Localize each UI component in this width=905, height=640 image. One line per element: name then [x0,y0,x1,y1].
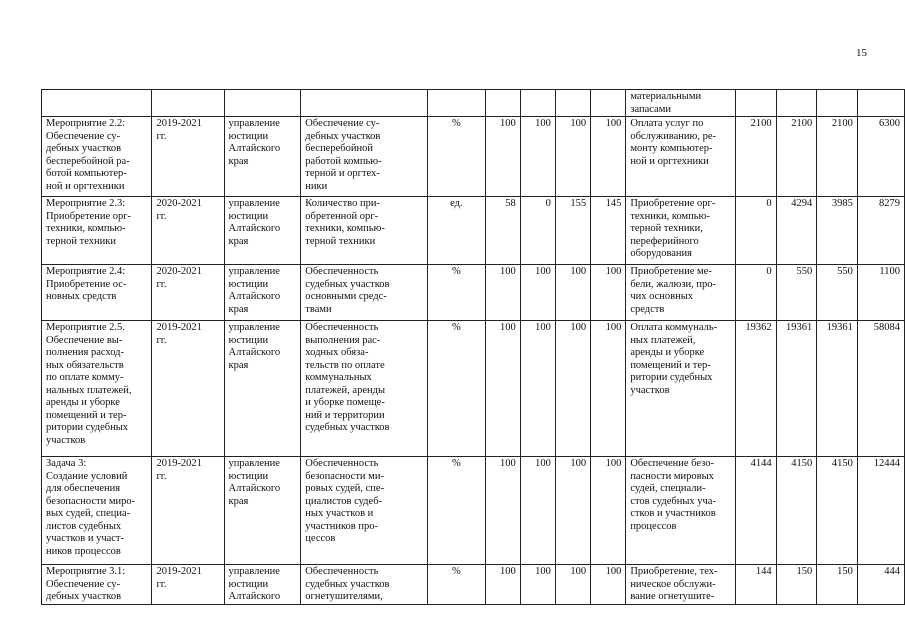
unit-cell [428,321,485,457]
funding-2020-cell-text: 4294 [791,198,813,209]
period-cell [152,321,224,457]
indicator-value-2021 [591,565,626,605]
indicator-value-2021-text: 100 [605,322,622,333]
funding-2021-cell [817,117,858,197]
period-cell [152,90,224,117]
indicator-value-2018 [485,265,520,321]
funding-2021-cell [817,457,858,565]
executor-cell [224,457,301,565]
period-cell [152,197,224,265]
indicator-value-2019 [520,90,555,117]
indicator-value-2021-text: 100 [605,266,622,277]
indicator-value-2020-text: 100 [570,322,587,333]
period-cell [152,265,224,321]
indicator-value-2018 [485,197,520,265]
indicator-value-2021 [591,265,626,321]
indicator-value-2021 [591,457,626,565]
indicator-value-2021-text: 100 [605,566,622,577]
indicator-cell [301,565,428,605]
funding-2019-cell [736,565,777,605]
indicator-value-2021 [591,90,626,117]
measure-cell [42,265,152,321]
funding-2019-cell [736,321,777,457]
funding-total-cell [857,457,904,565]
funding-2021-cell [817,197,858,265]
measure-cell [42,117,152,197]
indicator-value-2018-text: 100 [499,458,516,469]
funding-2019-cell [736,265,777,321]
period-cell [152,117,224,197]
funding-2020-cell [776,90,817,117]
executor-cell [224,90,301,117]
activity-cell [626,197,736,265]
activity-cell-text: Обеспечение безо- пасности мировых судей, специали- стов судебных уча- стков и участников процессов [630,458,716,532]
funding-total-cell-text: 8279 [879,198,900,209]
funding-2020-cell-text: 2100 [791,118,813,129]
funding-2020-cell-text: 150 [796,566,813,577]
indicator-value-2018-text: 100 [499,322,516,333]
indicator-value-2018-text: 100 [499,118,516,129]
funding-2020-cell [776,321,817,457]
indicator-value-2021-text: 145 [605,198,622,209]
funding-2021-cell [817,90,858,117]
funding-total-cell [857,197,904,265]
activity-cell [626,457,736,565]
unit-cell-text: % [451,458,461,469]
indicator-cell [301,265,428,321]
activity-cell [626,90,736,117]
unit-cell [428,197,485,265]
indicator-value-2019-text: 100 [535,458,551,469]
indicator-value-2020-text: 100 [570,266,587,277]
indicator-cell [301,197,428,265]
activity-cell [626,565,736,605]
indicator-cell-text: Обеспечение су- дебных участков бесперебойной работой компью- терной и оргтех- ники [305,118,382,192]
table-row [42,265,905,321]
activity-cell [626,321,736,457]
unit-cell [428,457,485,565]
indicator-value-2019 [520,457,555,565]
period-cell-text: 2020-2021 гг. [156,198,202,222]
unit-cell [428,265,485,321]
funding-total-cell-text: 58084 [873,322,900,333]
period-cell-text: 2020-2021 гг. [156,266,202,290]
unit-cell [428,565,485,605]
indicator-cell [301,457,428,565]
funding-total-cell [857,565,904,605]
indicator-value-2018 [485,457,520,565]
funding-total-cell-text: 12444 [873,458,900,469]
measure-cell-text: Мероприятие 2.5. Обеспечение вы- полнения расход- ных обязательств по оплате комму- нальных платежей, аренды и уборке помещений и тер- ритории судебных участков [46,322,132,446]
indicator-value-2020 [555,117,590,197]
activity-cell-text: Оплата услуг по обслуживанию, ре- монту компьютер- ной и оргтехники [630,118,717,167]
funding-2019-cell [736,197,777,265]
table-row [42,197,905,265]
unit-cell-text: % [451,322,461,333]
funding-2021-cell-text: 4150 [831,458,853,469]
executor-cell-text: управление юстиции Алтайского края [228,118,281,167]
funding-2020-cell [776,117,817,197]
indicator-cell-text: Количество при- обретенной орг- техники, компью- терной техники [305,198,385,247]
activity-cell-text: Приобретение орг- техники, компью- терной техники, переферийного оборудования [630,198,716,259]
funding-2020-cell [776,457,817,565]
activity-cell [626,117,736,197]
funding-2020-cell [776,265,817,321]
measure-cell-text: Мероприятие 2.3: Приобретение орг- техники, компью- терной техники [46,198,132,247]
funding-2019-cell [736,117,777,197]
funding-2021-cell-text: 3985 [831,198,853,209]
indicator-value-2021 [591,117,626,197]
activity-cell-text: Приобретение, тех- ническое обслужи- вание огнетушите- [630,566,718,602]
funding-2020-cell-text: 4150 [791,458,813,469]
indicator-cell-text: Обеспеченность судебных участков основными средс- твами [305,266,390,315]
unit-cell-text: % [451,566,461,577]
funding-2019-cell-text: 2100 [750,118,772,129]
indicator-value-2020 [555,90,590,117]
measure-cell [42,457,152,565]
page-number: 15 [856,47,867,59]
indicator-value-2020 [555,197,590,265]
executor-cell-text: управление юстиции Алтайского [228,566,281,602]
period-cell [152,457,224,565]
indicator-value-2019 [520,197,555,265]
measure-cell-text: Мероприятие 3.1: Обеспечение су- дебных участков [46,566,126,602]
indicator-value-2018-text: 58 [505,198,516,209]
indicator-cell [301,90,428,117]
funding-2019-cell-text: 144 [755,566,772,577]
indicator-value-2018 [485,565,520,605]
table-row [42,565,905,605]
funding-total-cell [857,90,904,117]
measure-cell [42,321,152,457]
funding-total-cell [857,117,904,197]
funding-total-cell-text: 6300 [879,118,900,129]
executor-cell [224,197,301,265]
executor-cell-text: управление юстиции Алтайского края [228,458,281,507]
indicator-value-2020 [555,565,590,605]
funding-total-cell-text: 1100 [879,266,900,277]
executor-cell-text: управление юстиции Алтайского края [228,198,281,247]
period-cell-text: 2019-2021 гг. [156,566,202,590]
funding-total-cell [857,321,904,457]
funding-2019-cell-text: 4144 [750,458,772,469]
indicator-value-2019 [520,117,555,197]
indicator-value-2020 [555,321,590,457]
executor-cell-text: управление юстиции Алтайского края [228,322,281,371]
indicator-value-2020-text: 155 [570,198,587,209]
unit-cell-text: % [451,118,461,129]
measure-cell-text: Мероприятие 2.2: Обеспечение су- дебных участков бесперебойной ра- ботой компьютер- ной и оргтехники [46,118,130,192]
indicator-value-2018-text: 100 [499,566,516,577]
activity-cell [626,265,736,321]
funding-total-cell-text: 444 [884,566,900,577]
table-row [42,117,905,197]
table-row [42,457,905,565]
indicator-value-2018 [485,90,520,117]
measure-cell [42,565,152,605]
indicator-value-2020-text: 100 [570,118,587,129]
table-row [42,90,905,117]
funding-2019-cell [736,90,777,117]
indicator-cell-text: Обеспеченность судебных участков огнетушителями, [305,566,390,602]
funding-2021-cell-text: 2100 [831,118,853,129]
indicator-value-2019-text: 100 [535,266,551,277]
indicator-value-2020 [555,265,590,321]
indicator-value-2019 [520,565,555,605]
indicator-cell [301,117,428,197]
measure-cell [42,197,152,265]
indicator-value-2019 [520,265,555,321]
funding-2020-cell [776,565,817,605]
funding-2019-cell-text: 0 [766,266,772,277]
table-row [42,321,905,457]
period-cell-text: 2019-2021 гг. [156,322,202,346]
indicator-value-2019-text: 0 [545,198,551,209]
executor-cell [224,565,301,605]
funding-2021-cell [817,265,858,321]
unit-cell [428,117,485,197]
indicator-value-2021 [591,321,626,457]
period-cell-text: 2019-2021 гг. [156,118,202,142]
executor-cell [224,265,301,321]
indicator-value-2018 [485,321,520,457]
indicator-value-2020-text: 100 [570,566,587,577]
indicator-value-2021 [591,197,626,265]
indicator-value-2019-text: 100 [535,118,551,129]
indicator-value-2020 [555,457,590,565]
unit-cell-text: % [451,266,461,277]
funding-2019-cell-text: 0 [766,198,772,209]
unit-cell-text: ед. [450,198,463,209]
executor-cell [224,117,301,197]
funding-2019-cell [736,457,777,565]
funding-2020-cell [776,197,817,265]
indicator-value-2018-text: 100 [499,266,516,277]
indicator-cell-text: Обеспеченность безопасности ми- ровых судей, спе- циалистов судеб- ных участков и участников про- цессов [305,458,385,544]
indicator-cell-text: Обеспеченность выполнения рас- ходных обяза- тельств по оплате коммунальных платежей, аренды и уборке помеще- ний и территории судебных участков [305,322,390,433]
indicator-value-2019-text: 100 [535,322,551,333]
funding-2020-cell-text: 19361 [785,322,813,333]
executor-cell-text: управление юстиции Алтайского края [228,266,281,315]
unit-cell [428,90,485,117]
measure-cell-text: Задача 3: Создание условий для обеспечения безопасности миро- вых судей, специа- листов судебных участков и участ- ников процессов [46,458,136,557]
indicator-value-2021-text: 100 [605,118,622,129]
indicator-value-2021-text: 100 [605,458,622,469]
indicator-value-2019-text: 100 [535,566,551,577]
funding-2021-cell [817,321,858,457]
funding-2019-cell-text: 19362 [745,322,772,333]
activity-cell-text: Оплата коммуналь- ных платежей, аренды и уборке помещений и тер- ритории судебных участков [630,322,718,396]
funding-total-cell [857,265,904,321]
funding-2021-cell-text: 150 [837,566,853,577]
funding-2021-cell [817,565,858,605]
indicator-value-2020-text: 100 [570,458,587,469]
indicator-value-2018 [485,117,520,197]
funding-2021-cell-text: 19361 [826,322,853,333]
period-cell-text: 2019-2021 гг. [156,458,202,482]
measure-cell [42,90,152,117]
period-cell [152,565,224,605]
measure-cell-text: Мероприятие 2.4: Приобретение ос- новных средств [46,266,127,302]
funding-2020-cell-text: 550 [796,266,813,277]
funding-2021-cell-text: 550 [837,266,853,277]
activity-cell-text: Приобретение ме- бели, жалюзи, про- чих основных средств [630,266,717,315]
program-measures-table [41,89,905,605]
activity-cell-text: материальными запасами [630,91,702,115]
indicator-value-2019 [520,321,555,457]
indicator-cell [301,321,428,457]
executor-cell [224,321,301,457]
